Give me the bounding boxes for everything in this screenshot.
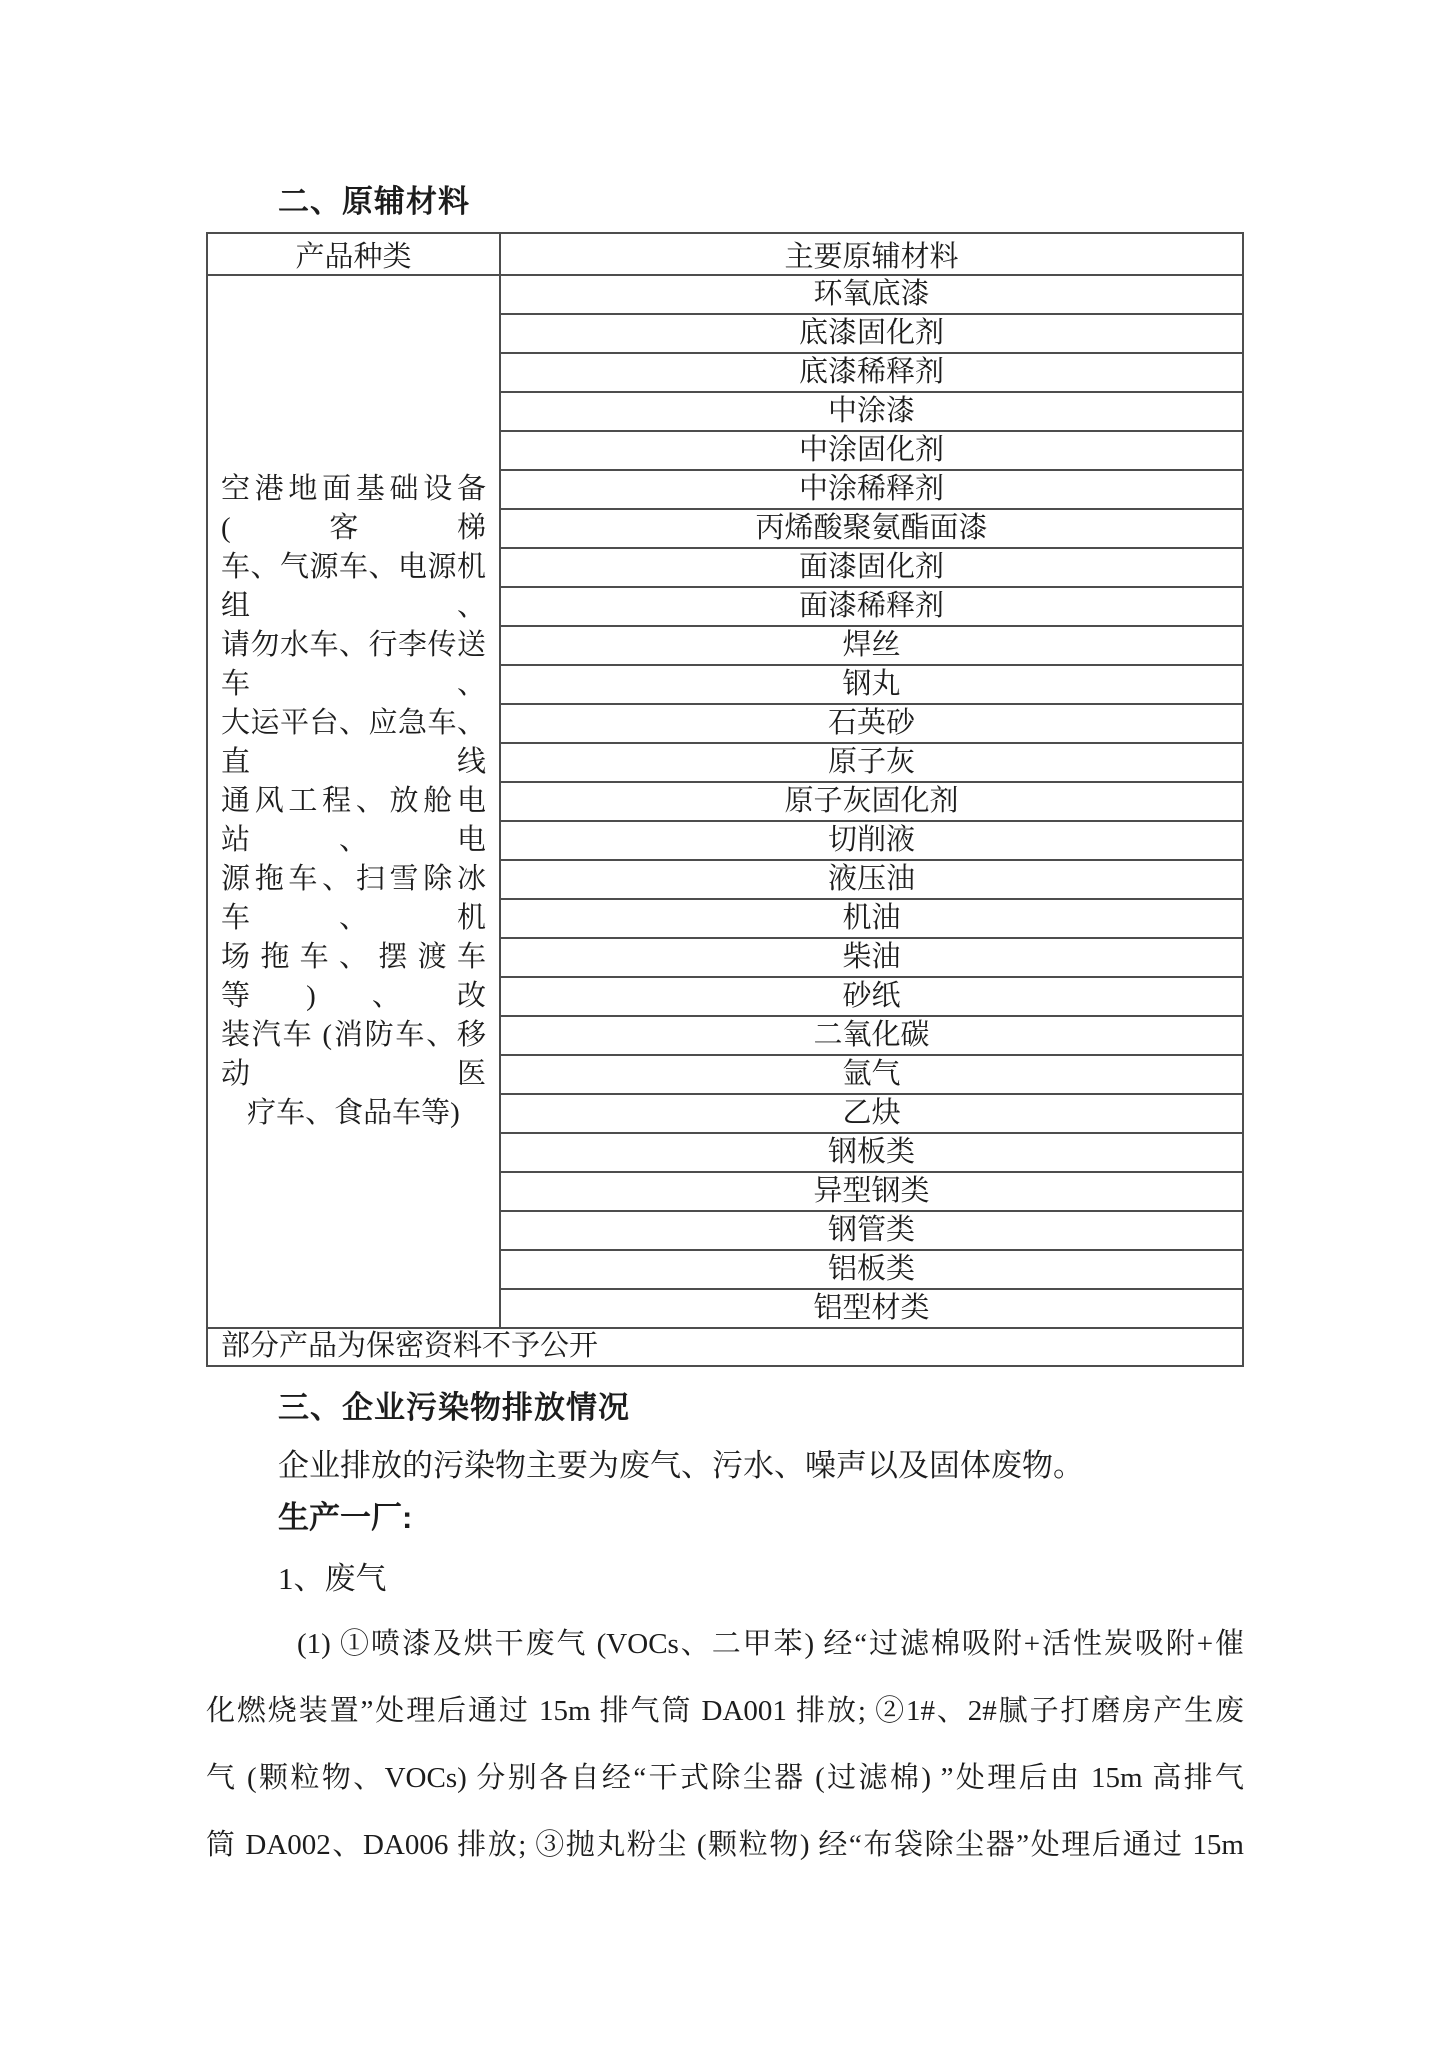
material-row: 中涂稀释剂 bbox=[501, 471, 1242, 510]
intro-paragraph: 企业排放的污染物主要为废气、污水、噪声以及固体废物。 bbox=[278, 1448, 1084, 1483]
product-type-line: 装汽车 (消防车、移动医 bbox=[221, 1019, 486, 1090]
material-row: 铝板类 bbox=[501, 1251, 1242, 1290]
factory-label: 生产一厂: bbox=[278, 1500, 413, 1535]
material-row: 原子灰 bbox=[501, 744, 1242, 783]
product-type-line: 大运平台、应急车、直线 bbox=[221, 707, 486, 778]
material-row: 异型钢类 bbox=[501, 1173, 1242, 1212]
material-row: 底漆稀释剂 bbox=[501, 354, 1242, 393]
material-row: 二氧化碳 bbox=[501, 1017, 1242, 1056]
material-row: 机油 bbox=[501, 900, 1242, 939]
material-row: 乙炔 bbox=[501, 1095, 1242, 1134]
product-type-cell bbox=[208, 276, 501, 1327]
raw-materials-table bbox=[206, 232, 1244, 1367]
confidential-note-row: 部分产品为保密资料不予公开 bbox=[208, 1327, 1242, 1365]
material-row: 面漆固化剂 bbox=[501, 549, 1242, 588]
material-row: 原子灰固化剂 bbox=[501, 783, 1242, 822]
product-type-line: 疗车、食品车等) bbox=[247, 1097, 460, 1129]
section-3-heading: 三、企业污染物排放情况 bbox=[278, 1390, 630, 1425]
product-type-line: 请勿水车、行李传送车、 bbox=[221, 629, 486, 700]
material-row: 丙烯酸聚氨酯面漆 bbox=[501, 510, 1242, 549]
material-row: 铝型材类 bbox=[813, 1292, 930, 1324]
material-row: 砂纸 bbox=[501, 978, 1242, 1017]
product-type-line: 场拖车、摆渡车等)、改 bbox=[221, 941, 486, 1012]
material-row: 底漆固化剂 bbox=[501, 315, 1242, 354]
section-2-heading: 二、原辅材料 bbox=[278, 184, 470, 219]
material-row: 中涂固化剂 bbox=[501, 432, 1242, 471]
material-row: 柴油 bbox=[501, 939, 1242, 978]
material-row: 切削液 bbox=[501, 822, 1242, 861]
paragraph-line: 化燃烧装置”处理后通过 15m 排气筒 DA001 排放; ②1#、2#腻子打磨房产生废 bbox=[206, 1695, 1244, 1727]
material-row: 石英砂 bbox=[501, 705, 1242, 744]
paragraph-line: (1) ①喷漆及烘干废气 (VOCs、二甲苯) 经“过滤棉吸附+活性炭吸附+催 bbox=[297, 1628, 1244, 1660]
table-body bbox=[208, 276, 1242, 1327]
material-row: 钢管类 bbox=[501, 1212, 1242, 1251]
material-row: 钢板类 bbox=[501, 1134, 1242, 1173]
paragraph-line: 筒 DA002、DA006 排放; ③抛丸粉尘 (颗粒物) 经“布袋除尘器”处理后通过 15m bbox=[206, 1829, 1244, 1861]
paragraph-line: 气 (颗粒物、VOCs) 分别各自经“干式除尘器 (过滤棉) ”处理后由 15m 高排气 bbox=[206, 1762, 1244, 1794]
product-type-header-cell: 产品种类 bbox=[208, 234, 501, 274]
product-type-line: 通风工程、放舱电站、电 bbox=[221, 785, 486, 856]
material-row: 液压油 bbox=[501, 861, 1242, 900]
emission-paragraph bbox=[206, 1611, 1244, 1879]
table-header-row bbox=[208, 234, 1242, 276]
subsection-label: 1、废气 bbox=[278, 1561, 387, 1596]
product-type-line: 源拖车、扫雪除冰车、机 bbox=[221, 863, 486, 934]
material-row: 钢丸 bbox=[501, 666, 1242, 705]
materials-column bbox=[501, 276, 1242, 1327]
materials-header-cell: 主要原辅材料 bbox=[784, 240, 959, 273]
material-row: 氩气 bbox=[501, 1056, 1242, 1095]
product-type-line: 空港地面基础设备(客梯 bbox=[221, 473, 486, 544]
material-row: 环氧底漆 bbox=[501, 276, 1242, 315]
product-type-line: 车、气源车、电源机组、 bbox=[221, 551, 486, 622]
material-row: 中涂漆 bbox=[501, 393, 1242, 432]
material-row: 面漆稀释剂 bbox=[501, 588, 1242, 627]
material-row: 焊丝 bbox=[501, 627, 1242, 666]
